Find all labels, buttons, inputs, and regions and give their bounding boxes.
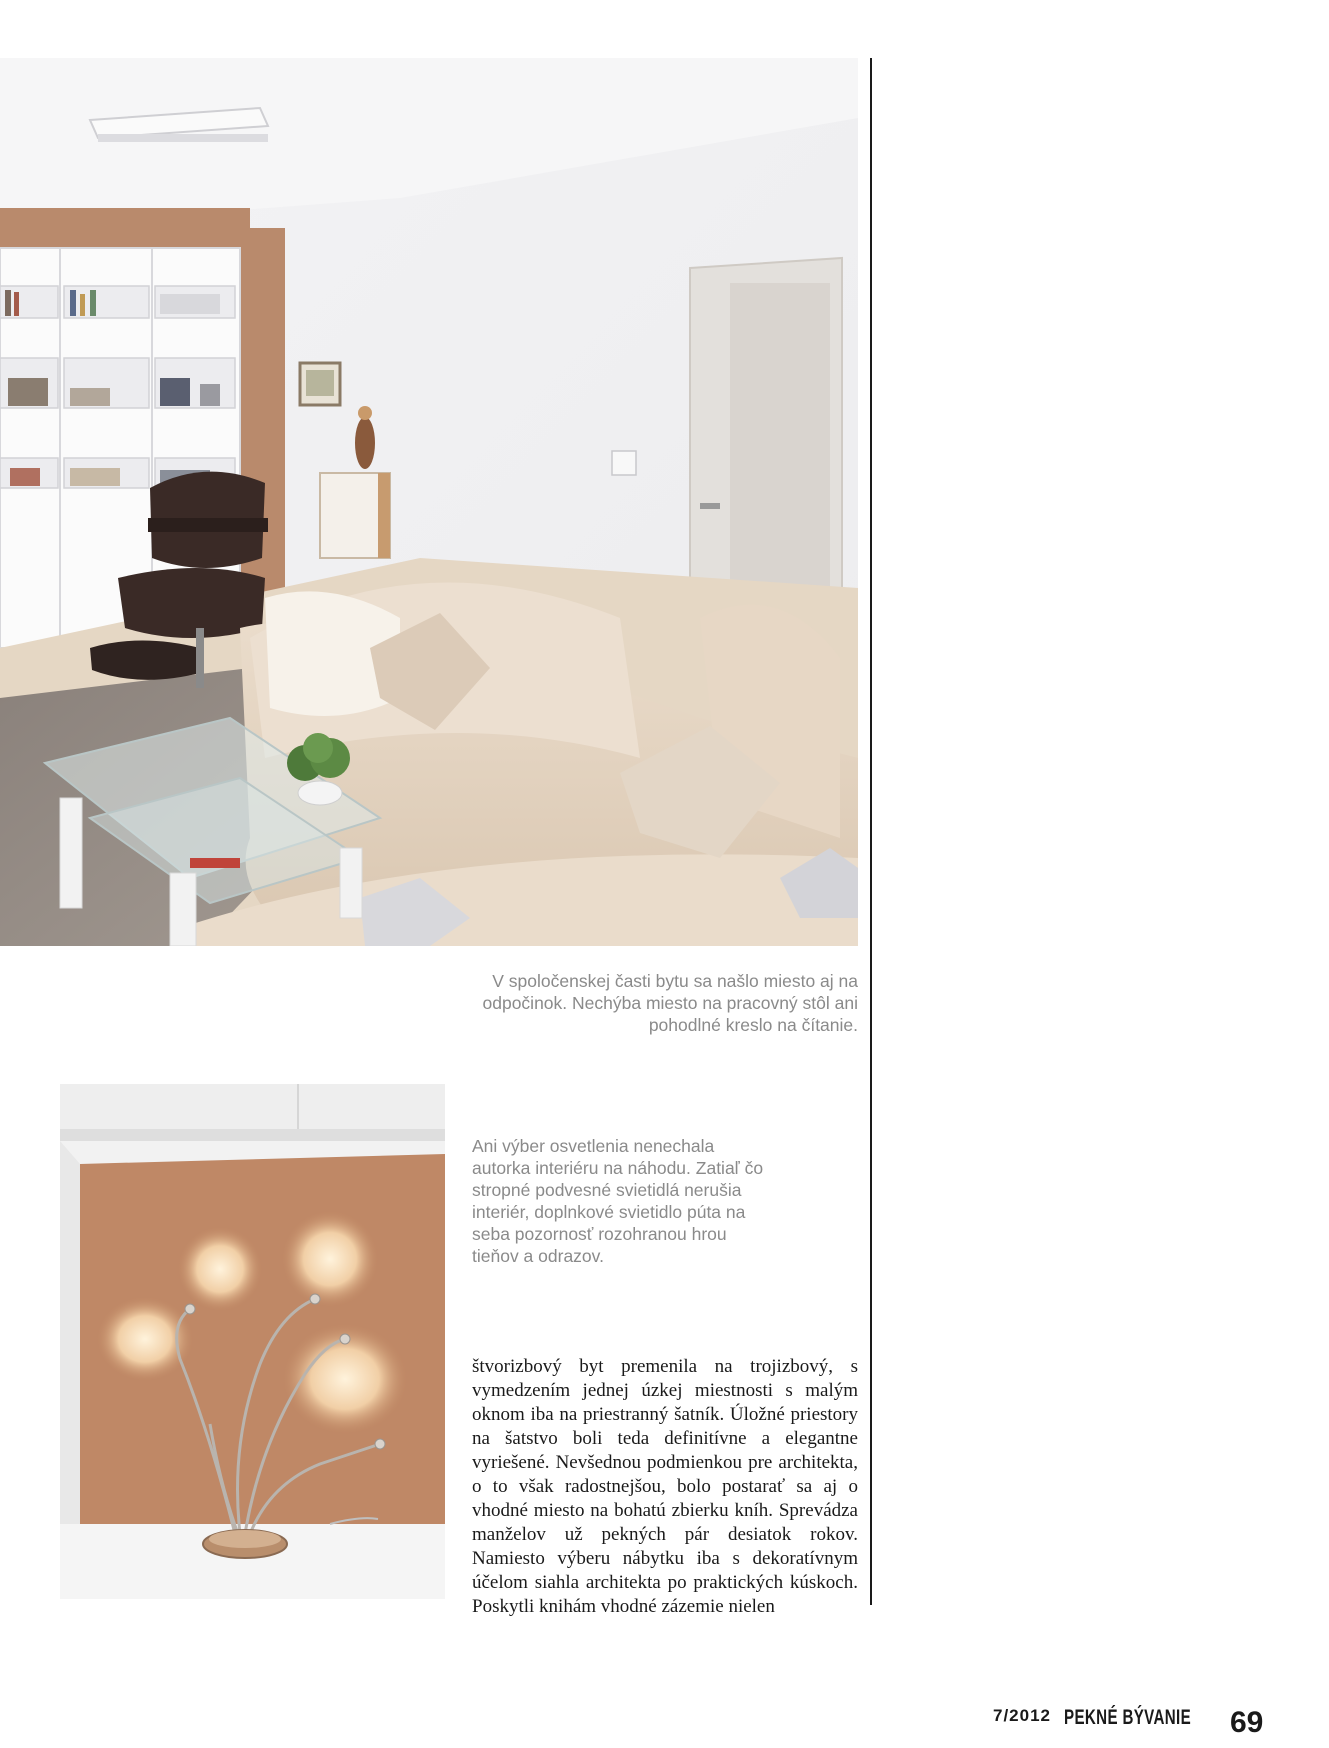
issue-number: 7/2012 [993, 1706, 1051, 1725]
column-divider [870, 58, 872, 1605]
page-number: 69 [1230, 1706, 1264, 1739]
article-body-text: štvorizbový byt premenila na trojizbový, s vymedzením jednej úzkej miestnosti s malým oknom iba na priestranný šatník. Úložné priestory na šatstvo boli teda definitívne a elegantne vyriešené. Nevšednou podmienkou pre architekta, o to však radostnejšou, bolo postarať sa aj o vhodné miesto na bohatú zbierku kníh. Sprevádza manželov už pekných pár desiatok rokov. Namiesto výberu nábytku iba s dekoratívnym účelom siahla architekta po praktických kúskoch. Poskytli knihám vhodné zázemie nielen [472, 1356, 858, 1617]
living-room-photo [0, 58, 858, 946]
lighting-caption: Ani výber osvetlenia nenechala autorka interiéru na náhodu. Zatiaľ čo stropné podvesné svietidlá nerušia interiér, doplnkové svietidlo púta na seba pozornosť rozohranou hrou tieňov a odrazov. [472, 1136, 764, 1266]
floor-lamp-photo [60, 1084, 445, 1599]
living-room-caption: V spoločenskej časti bytu sa našlo miesto aj na odpočinok. Nechýba miesto na pracovný stôl ani pohodlné kreslo na čítanie. [482, 971, 858, 1035]
magazine-name: PEKNÉ BÝVANIE [1064, 1706, 1192, 1729]
